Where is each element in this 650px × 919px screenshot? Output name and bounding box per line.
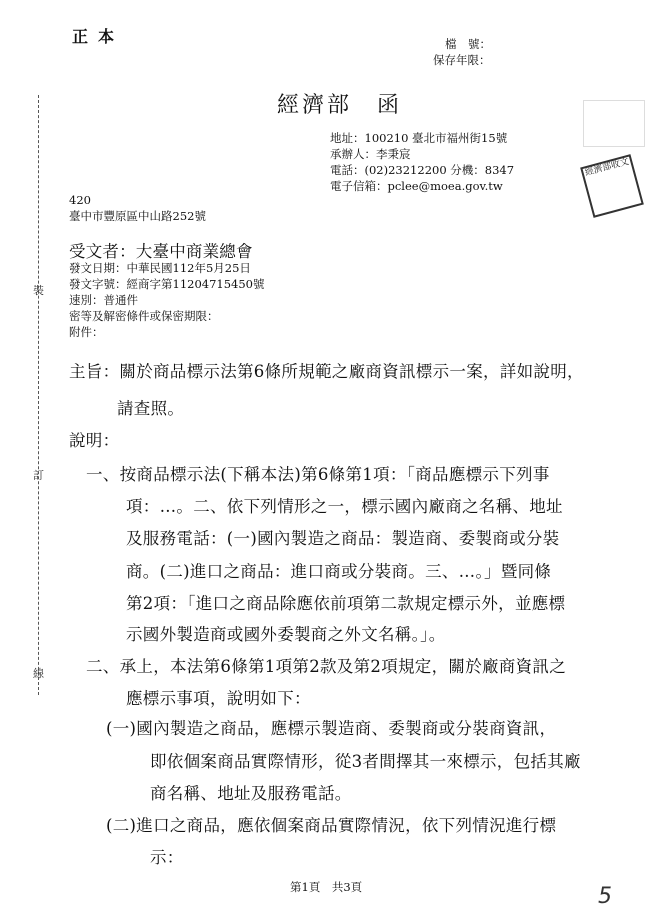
sender-phone: 電話：(02)23212200 分機：8347: [330, 163, 515, 177]
retention-label: 保存年限：: [433, 53, 491, 67]
copy-label: 正本: [72, 27, 125, 46]
item-1-line-5: 第2項：「進口之商品除應依前項第二款規定標示外，並應標: [126, 594, 566, 613]
document-number: 發文字號：經商字第11204715450號: [69, 277, 265, 291]
sender-address: 地址：100210 臺北市福州街15號: [330, 131, 508, 145]
item-1-line-3: 及服務電話：(一)國內製造之商品：製造商、委製商或分裝: [126, 529, 560, 548]
item-1-line-4: 商。(二)進口之商品：進口商或分裝商。三、…。」暨同條: [126, 562, 552, 581]
attachments: 附件：: [69, 325, 104, 339]
sub-item-2-line-2: 示：: [150, 848, 184, 867]
received-stamp-text: 經濟部收文: [584, 156, 631, 179]
issue-date: 發文日期：中華民國112年5月25日: [69, 261, 251, 275]
subject-line-1: 主旨：關於商品標示法第6條所規範之廠商資訊標示一案，詳如說明，: [69, 362, 584, 381]
sender-email: 電子信箱：pclee@moea.gov.tw: [330, 179, 503, 193]
recipient-zip: 420: [69, 193, 91, 207]
subject-line-2: 請查照。: [117, 399, 185, 418]
binding-mark-middle: 訂: [33, 469, 44, 482]
delivery-speed: 速別：普通件: [69, 293, 138, 307]
item-1-line-1: 一、按商品標示法(下稱本法)第6條第1項：「商品應標示下列事: [86, 465, 550, 484]
binding-line: [38, 95, 39, 695]
item-1-line-2: 項：…。二、依下列情形之一，標示國內廠商之名稱、地址: [126, 497, 563, 516]
sub-item-1-line-1: (一)國內製造之商品，應標示製造商、委製商或分裝商資訊，: [106, 719, 557, 738]
explanation-label: 說明：: [69, 431, 120, 450]
binding-mark-top: 裝: [33, 284, 44, 297]
page-footer: 第1頁 共3頁: [290, 880, 363, 894]
recipient-street: 臺中市豐原區中山路252號: [69, 209, 206, 223]
secrecy-level: 密等及解密條件或保密期限：: [69, 309, 219, 323]
item-1-line-6: 示國外製造商或國外委製商之外文名稱。」。: [126, 625, 446, 644]
sub-item-2-line-1: (二)進口之商品，應依個案商品實際情況，依下列情況進行標: [106, 816, 557, 835]
item-2-line-2: 應標示事項，說明如下：: [126, 689, 311, 708]
received-stamp: [580, 154, 644, 218]
document-title: 經濟部 函: [277, 93, 403, 118]
received-stamp-faint: [583, 100, 645, 147]
sub-item-1-line-2: 即依個案商品實際情形，從3者間擇其一來標示，包括其廠: [150, 752, 581, 771]
handwritten-mark: 5: [598, 884, 612, 909]
file-number-label: 檔 號：: [445, 37, 491, 51]
recipient-name: 受文者：大臺中商業總會: [69, 242, 253, 261]
item-2-line-1: 二、承上，本法第6條第1項第2款及第2項規定，關於廠商資訊之: [86, 657, 566, 676]
sub-item-1-line-3: 商名稱、地址及服務電話。: [150, 784, 352, 803]
sender-contact: 承辦人：李秉宸: [330, 147, 411, 161]
binding-mark-bottom: 線: [33, 667, 44, 680]
